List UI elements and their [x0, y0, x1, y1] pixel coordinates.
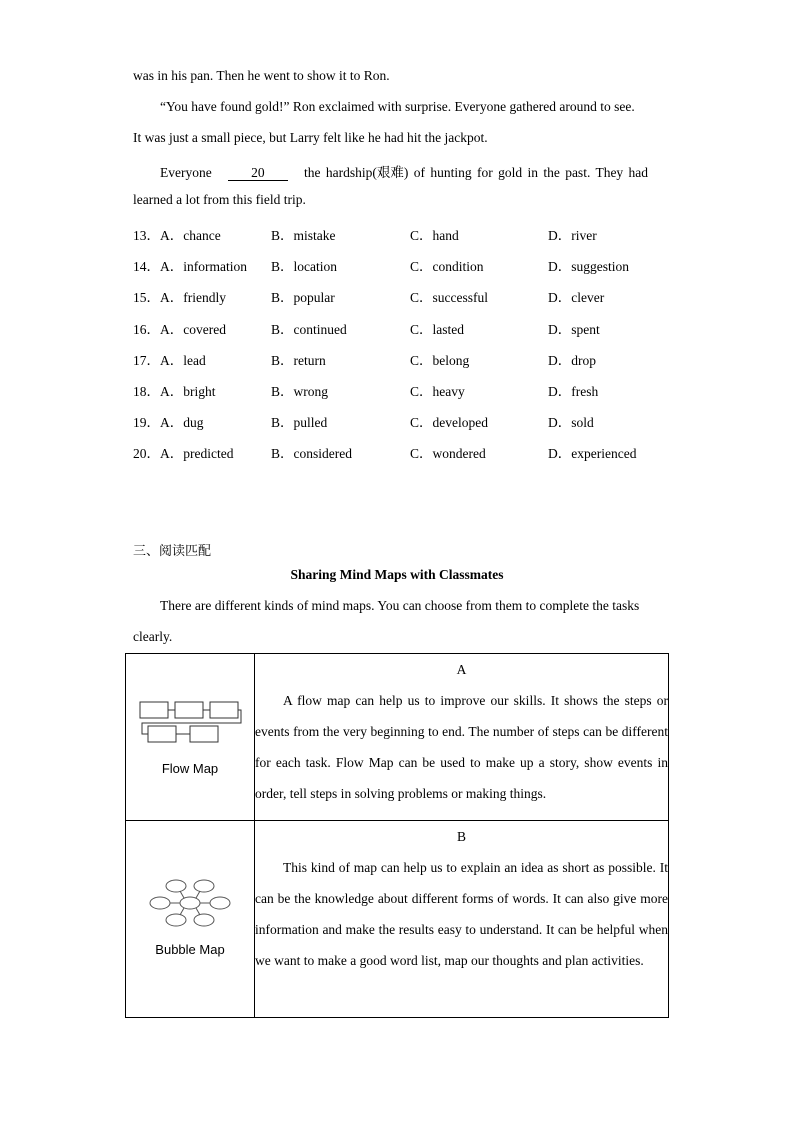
- question-number-and-option-a: [133, 411, 204, 431]
- bubble-map-cell: [126, 821, 255, 1018]
- passage-line-3: It was just a small piece, but Larry felt like he had hit the jackpot.: [133, 130, 488, 145]
- passage-line-1: was in his pan. Then he went to show it to Ron.: [133, 68, 390, 83]
- table-row: [126, 654, 669, 821]
- flow-map-cell: [126, 654, 255, 821]
- question-number: 20．: [133, 446, 160, 462]
- option-c: C．developed: [410, 415, 488, 431]
- option-b: B．pulled: [271, 415, 328, 431]
- question-number: 16．: [133, 321, 160, 337]
- table-row: [126, 821, 669, 1018]
- passage-line-4: [160, 161, 648, 181]
- intro-line-2: clearly.: [133, 629, 173, 644]
- option-b: B．wrong: [271, 384, 328, 399]
- mind-map-table: [125, 653, 669, 1018]
- question-number-and-option-a: [133, 349, 206, 369]
- flow-map-diagram-icon: [138, 700, 242, 748]
- passage-line-4-start: Everyone: [160, 165, 212, 180]
- option-b: B．continued: [271, 321, 347, 337]
- answer-blank-20: 20: [228, 166, 288, 181]
- description-text: This kind of map can help us to explain an idea as short as possible. It can be the knowledge about different forms of words. It can also give more information and make the results easy to understand. It can be helpful when we want to make a good word list, map our thoughts and plan activities.: [255, 860, 668, 968]
- question-number: 18．: [133, 384, 160, 399]
- question-number: 19．: [133, 415, 160, 431]
- bubble-map-diagram-icon: [148, 877, 232, 929]
- option-b: B．return: [271, 352, 326, 368]
- option-a: A．information: [160, 259, 247, 275]
- question-number-and-option-a: [133, 318, 226, 338]
- passage-line-5: learned a lot from this field trip.: [133, 192, 306, 207]
- option-d: D．suggestion: [548, 259, 629, 275]
- reading-title: Sharing Mind Maps with Classmates: [290, 567, 504, 582]
- question-row: [133, 411, 693, 431]
- option-c: C．belong: [410, 352, 470, 368]
- option-a: A．predicted: [160, 446, 234, 462]
- question-number-and-option-a: [133, 442, 233, 462]
- intro-line-1: There are different kinds of mind maps. You can choose from them to complete the tasks: [160, 598, 640, 613]
- question-row: [133, 255, 693, 275]
- question-row: [133, 318, 693, 338]
- option-c: C．condition: [410, 259, 484, 275]
- question-row: [133, 286, 693, 306]
- option-d: D．fresh: [548, 384, 599, 399]
- option-d: D．drop: [548, 352, 596, 368]
- option-letter: B: [456, 829, 466, 844]
- question-number-and-option-a: [133, 286, 226, 306]
- option-a: A．chance: [160, 228, 221, 243]
- question-row: [133, 349, 693, 369]
- option-c: C．lasted: [410, 321, 464, 337]
- option-d: D．experienced: [548, 446, 637, 462]
- question-number: 15．: [133, 290, 160, 306]
- description-cell: [255, 821, 669, 1018]
- option-a: A．dug: [160, 415, 204, 431]
- option-d: D．spent: [548, 321, 600, 337]
- question-number: 14．: [133, 259, 160, 275]
- question-number: 17．: [133, 352, 160, 368]
- option-b: B．location: [271, 259, 337, 275]
- question-number: 13．: [133, 228, 160, 243]
- map-name-label: Bubble Map: [155, 942, 225, 957]
- question-number-and-option-a: [133, 380, 216, 400]
- option-d: D．river: [548, 228, 597, 243]
- option-a: A．covered: [160, 321, 226, 337]
- option-letter: A: [456, 662, 467, 677]
- passage-line-2: “You have found gold!” Ron exclaimed with surprise. Everyone gathered around to see.: [160, 99, 635, 114]
- option-b: B．considered: [271, 446, 352, 462]
- option-c: C．successful: [410, 290, 488, 306]
- question-row: [133, 442, 693, 462]
- map-name-label: Flow Map: [161, 761, 219, 776]
- option-c: C．heavy: [410, 384, 465, 399]
- option-d: D．clever: [548, 290, 605, 306]
- question-row: [133, 380, 693, 400]
- option-b: B．mistake: [271, 228, 336, 243]
- option-b: B．popular: [271, 290, 335, 306]
- option-d: D．sold: [548, 415, 594, 431]
- option-c: C．hand: [410, 228, 459, 243]
- section-heading: 三、阅读匹配: [133, 544, 212, 559]
- description-cell: [255, 654, 669, 821]
- question-number-and-option-a: [133, 255, 247, 275]
- option-a: A．lead: [160, 352, 206, 368]
- option-a: A．bright: [160, 384, 216, 399]
- question-number-and-option-a: [133, 224, 221, 244]
- option-c: C．wondered: [410, 446, 486, 462]
- question-row: [133, 224, 693, 244]
- option-a: A．friendly: [160, 290, 226, 306]
- description-text: A flow map can help us to improve our skills. It shows the steps or events from the very beginning to end. The number of steps can be different for each task. Flow Map can be used to make up a story, show events in order, tell steps in solving problems or making things.: [255, 693, 668, 801]
- passage-line-4-end: the hardship(艰难) of hunting for gold in the past. They had: [303, 165, 649, 180]
